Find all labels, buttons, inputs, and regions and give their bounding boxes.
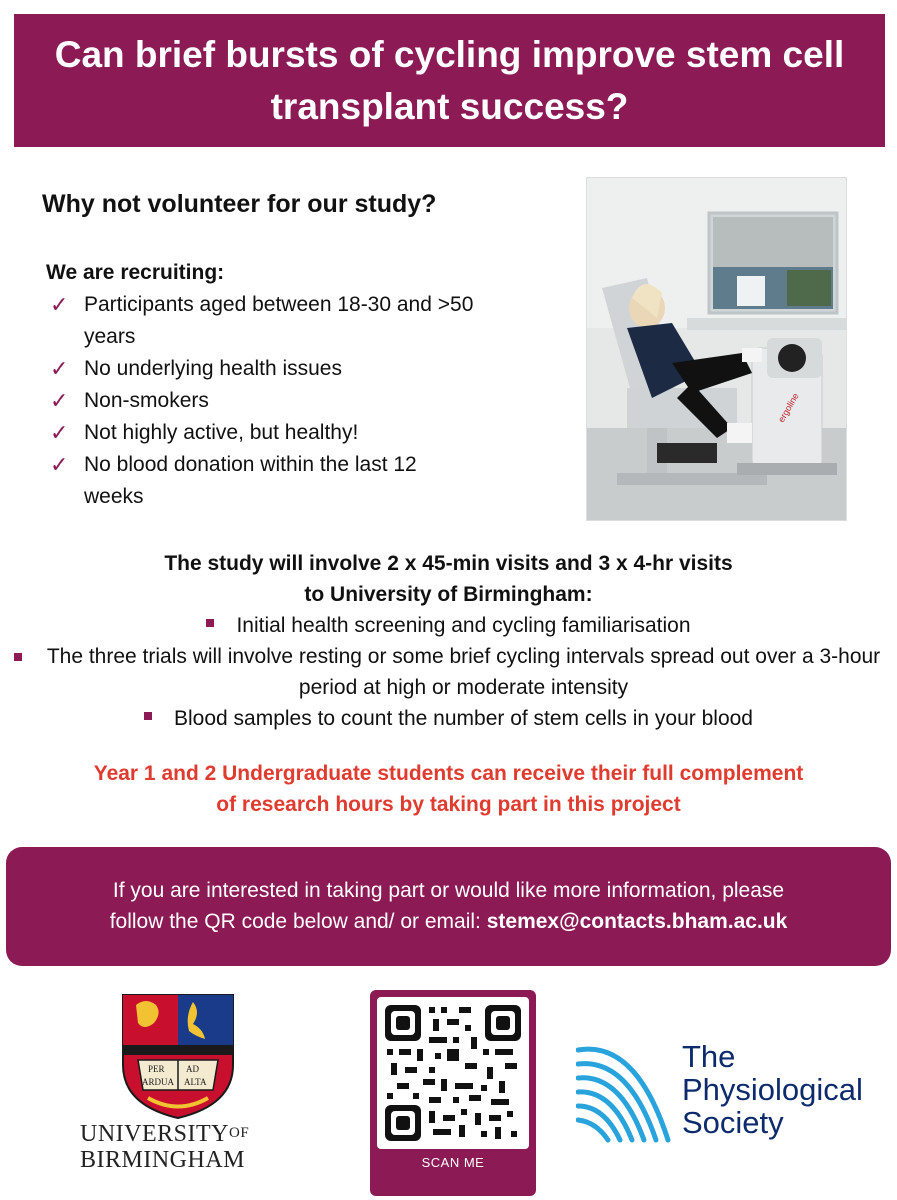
svg-text:ALTA: ALTA [184,1077,207,1087]
qr-code-card[interactable] [370,990,536,1196]
check-icon: ✓ [50,292,69,317]
list-item: ✓ Non-smokers [46,385,486,417]
cycling-photo-illustration [587,178,847,521]
contact-line1: If you are interested in taking part or would like more information, please [112,879,785,902]
recruiting-title: We are recruiting: [46,261,225,284]
list-item: Blood samples to count the number of stem cells in your blood [0,703,897,734]
study-description [0,548,897,734]
svg-text:PER: PER [148,1064,165,1074]
recruiting-section [46,257,486,513]
title-banner [14,14,885,147]
physiological-society-logo [576,1040,886,1150]
square-bullet-icon [144,712,152,720]
list-item: Initial health screening and cycling familiarisation [0,610,897,641]
square-bullet-icon [206,619,214,627]
check-icon: ✓ [50,388,69,413]
svg-text:ARDUA: ARDUA [142,1077,175,1087]
crest-icon [118,990,238,1120]
contact-email-link[interactable]: stemex@contacts.bham.ac.uk [486,910,788,933]
svg-text:AD: AD [186,1064,199,1074]
contact-line2: follow the QR code below and/ or email: stemex@contacts.bham.ac.uk [109,910,788,933]
list-item: ✓ No underlying health issues [46,353,486,385]
scan-me-label: SCAN ME [421,1155,485,1170]
list-item: ✓ Participants aged between 18-30 and >50 years [46,289,486,353]
society-name: The Physiological Society [682,1039,863,1140]
check-icon: ✓ [50,420,69,445]
page-title: Can brief bursts of cycling improve stem cell transplant success? [54,33,845,127]
recruiting-list [46,289,486,513]
list-item: ✓ Not highly active, but healthy! [46,417,486,449]
study-lead-line2: to University of Birmingham: [304,583,593,606]
square-bullet-icon [14,653,22,661]
study-lead-line1: The study will involve 2 x 45-min visits and 3 x 4-hr visits [164,552,733,575]
list-item: The three trials will involve resting or some brief cycling intervals spread out over a 3-hour period at high or moderate intensity [0,641,897,703]
equipment-brand-text: ergoline [776,391,801,424]
university-of-birmingham-logo [80,990,280,1180]
university-name: UNIVERSITYOF BIRMINGHAM [80,1121,250,1173]
student-credit-note: Year 1 and 2 Undergraduate students can receive their full complement of research hours by taking part in this project [93,762,804,816]
check-icon: ✓ [50,452,69,477]
check-icon: ✓ [50,356,69,381]
qr-code-icon [377,997,529,1149]
waves-icon [576,1040,676,1150]
contact-box [6,847,891,966]
volunteer-subheading: Why not volunteer for our study? [42,190,437,218]
participant-photo [586,177,847,521]
qr-code[interactable] [377,997,529,1149]
list-item: ✓ No blood donation within the last 12 weeks [46,449,466,513]
